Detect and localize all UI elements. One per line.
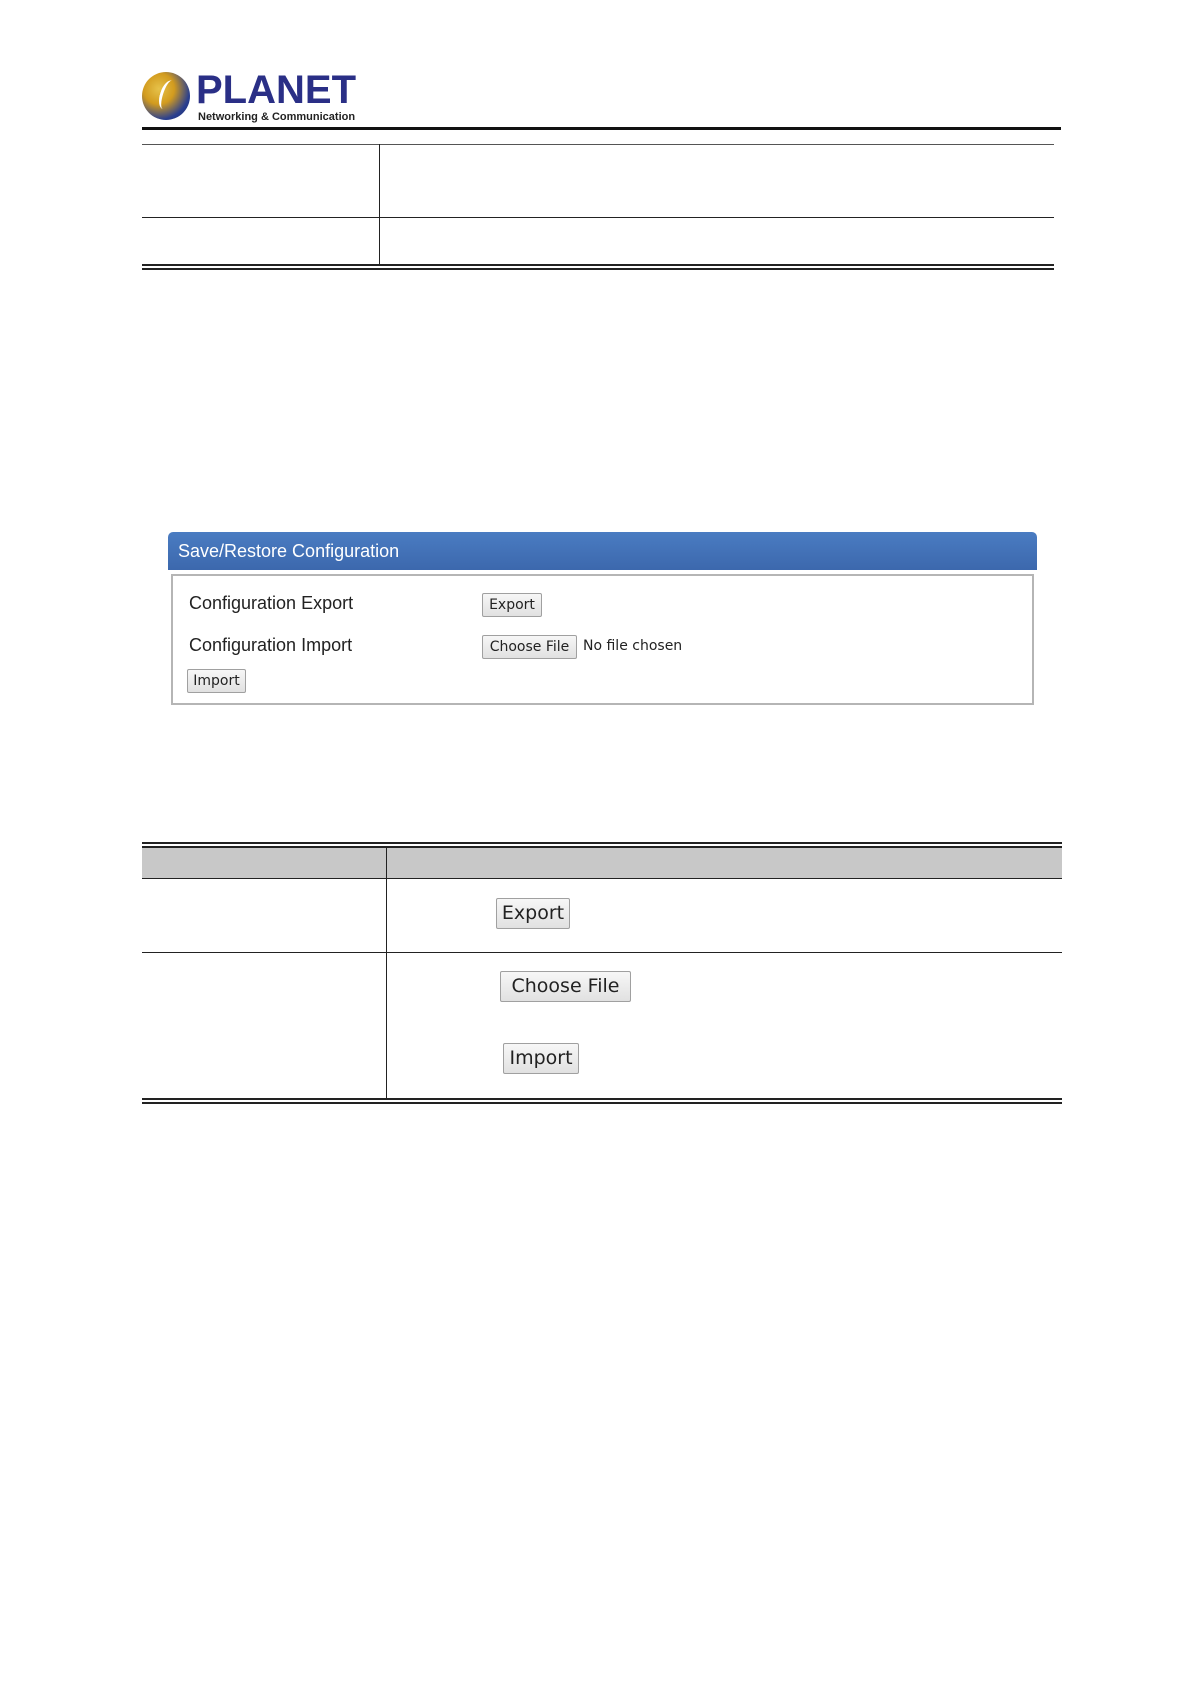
panel-body [171,574,1034,705]
table-rule [142,1098,1062,1100]
table-rule [142,952,1062,953]
logo-word: PLANET [196,68,356,112]
header-rule [142,127,1061,130]
parameter-table-continued [142,144,1054,270]
planet-logo [142,68,356,126]
table-header-row [142,848,1062,878]
export-button[interactable]: Export [482,593,542,617]
table-rule [142,268,1054,270]
table-rule [142,878,1062,879]
no-file-chosen-text: No file chosen [583,638,683,654]
table-divider [379,144,380,266]
logo-tagline: Networking & Communication [198,111,356,123]
table-rule [142,264,1054,266]
table-rule [142,217,1054,218]
configuration-export-label: Configuration Export [189,593,354,613]
table-rule [142,144,1054,145]
import-button[interactable]: Import [187,669,246,693]
parameter-table [142,842,1062,1104]
export-button-illustration[interactable]: Export [496,898,570,929]
panel-title: Save/Restore Configuration [168,532,1037,570]
globe-icon [142,72,190,120]
table-divider [386,846,387,1098]
save-restore-panel [168,532,1037,705]
table-rule [142,1102,1062,1104]
import-button-illustration[interactable]: Import [503,1043,579,1074]
configuration-import-label: Configuration Import [189,635,353,655]
table-rule [142,842,1062,844]
table-rule [142,846,1062,848]
choose-file-button-illustration[interactable]: Choose File [500,971,631,1002]
choose-file-button[interactable]: Choose File [482,635,577,659]
